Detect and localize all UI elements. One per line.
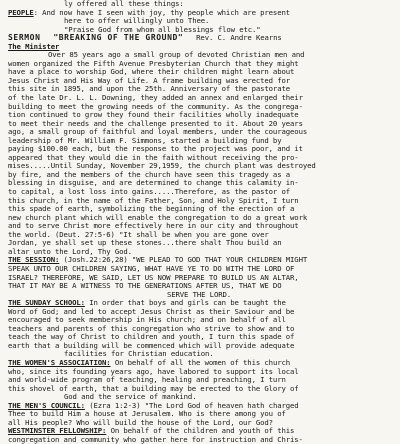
text-line: leadership of Mr. William F. Simmons, started a building fund by (8, 135, 282, 145)
text-line: and to serve Christ more effectively here in our city and throughout (8, 221, 299, 231)
text-line: appeared that they would die in the faith without receiving the pro- (8, 152, 299, 162)
sunday-school-label: THE SUNDAY SCHOOL: (8, 298, 85, 308)
text-line: who, since its founding years ago, have labored to support its local (8, 366, 299, 376)
text-line: ISRAEL? THEREFORE, WE SAID, LET US NOW PREPARE TO BUILD US AN ALTAR, (8, 272, 299, 282)
text-fragment: (Josh.22:26,28) "WE PLEAD TO GOD THAT YOUR CHILDREN MIGHT (59, 255, 308, 265)
text-line: congregation and community who gather here for instruction and Chris- (8, 434, 303, 444)
text-line: Jordan, ye shall set up these stones...there shalt Thou build an (8, 238, 282, 248)
text-line: SERVE THE LORD. (166, 289, 232, 299)
text-line: encouraged to seek membership in His church; and on behalf of all (8, 315, 286, 325)
text-line: all His people? Who will build the house of the Lord, our God? (8, 417, 273, 427)
text-fragment: (Ezra 1:2-3) "The Lord God of heaven hath charged (84, 400, 299, 410)
text-line: Over 85 years ago a small group of devoted Christian men and (48, 50, 305, 60)
text-line: Jesus Christ and His Way of Life. A frame building was erected for (8, 75, 291, 85)
people-label: PEOPLE (8, 7, 34, 17)
text-line: to capital, a lost loss into gains.....Therefore, as the pastor of (8, 187, 291, 197)
text-line: building to meet the growing needs of the community. As the congrega- (8, 101, 303, 111)
text-line: paying $100.00 each, but the response to the project was poor, and it (8, 144, 303, 154)
text-line: this site in 1895, and upon the 25th. Anniversary of the pastorate (8, 84, 291, 94)
minister-paragraph (8, 51, 390, 256)
text-line: the world. (Deut. 27:5-6) "It shall be when you are gone over (8, 229, 269, 239)
text-line: tion continued to grow they found their facilities wholly inadequate (8, 110, 299, 120)
text-line: facilities for Christian education. (64, 349, 214, 359)
text-line: to meet their needs and the challenge presented to it. About 20 years (8, 118, 303, 128)
minister-label: The Minister (8, 41, 60, 51)
westminster-paragraph (8, 436, 390, 444)
session-label: THE SESSION: (8, 255, 60, 265)
text-line: Word of God; and led to accept Jesus Christ as their Saviour and be (8, 306, 295, 316)
text-line: ly offered all these things: (64, 0, 184, 8)
text-line: have a place to worship God, where their children might learn about (8, 67, 295, 77)
sermon-title: "BREAKING OF THE GROUND" (53, 33, 184, 43)
westminster-label: WESTMINSTER FELLOWSHIP: (8, 426, 107, 436)
text-line: here to offer willingly unto Thee. (64, 16, 210, 26)
text-fragment: On behalf of the children and youth of this (106, 426, 295, 436)
text-line: this spade of earth, symbolizing the beginning of the erection of a (8, 204, 295, 214)
text-line: earth that a building will be commenced which will provide adequate (8, 340, 295, 350)
text-fragment: On behalf of all the women of this church (110, 357, 291, 367)
text-line: this shovel of earth, that a building may be erected to the Glory of (8, 383, 299, 393)
womens-association-label: THE WOMEN'S ASSOCIATION: (8, 357, 111, 367)
text-line: by fire, and the members of the church have seen this tragedy as a (8, 169, 291, 179)
text-line: mises.....Until Sunday, November 29,1959, the church plant was destroyed (8, 161, 316, 171)
text-fragment: : And now have I seen with joy, thy people which are present (33, 7, 291, 17)
text-line: blessing in disguise, and are determined to change this calamity in- (8, 178, 299, 188)
text-line: teachers and parents of this congregation who strive to show and to (8, 323, 295, 333)
text-fragment: In order that boys and girls can be taught the (84, 298, 286, 308)
sermon-label: SERMON (8, 33, 41, 43)
text-line: of the late Dr. L. L. Downing, they added an annex and enlarged their (8, 93, 303, 103)
text-line: God and the service of mankind. (64, 392, 197, 402)
womens-paragraph (8, 368, 390, 402)
mens-council-label: THE MEN'S COUNCIL: (8, 400, 85, 410)
text-line: THAT IT MAY BE A WITNESS TO THE GENERATIONS AFTER US, THAT WE DO (8, 281, 282, 291)
text-line: new church plant which will enable the congregation to do a great work (8, 212, 308, 222)
text-line: this church, in the name of the Father, Son, and Holy Spirit, I turn (8, 195, 299, 205)
text-line: altar unto the Lord, Thy God. (8, 246, 132, 256)
text-line: "Praise God from whom all blessings flow etc." (64, 24, 261, 34)
text-line: Thee to build Him a house at Jerusalem. Who is there among you of (8, 409, 286, 419)
session-paragraph (8, 265, 390, 299)
sermon-line (8, 34, 390, 43)
text-line: SPEAK UNTO OUR CHILDREN SAYING, WHAT HAVE YE TO DO WITH THE LORD OF (8, 263, 295, 273)
text-line: and world-wide program of teaching, healing and preaching, I turn (8, 375, 286, 385)
text-line: ago, a small group of faithful and loyal members, under the courageous (8, 127, 308, 137)
sunday-school-paragraph (8, 308, 390, 359)
text-line: teach the way of Christ to children and youth, I turn this spade of (8, 332, 295, 342)
sermon-preacher: Rev. C. Andre Kearns (196, 33, 282, 43)
mens-paragraph (8, 410, 390, 427)
text-line: women organized the Fifth Avenue Presbyterian Church that they might (8, 58, 299, 68)
